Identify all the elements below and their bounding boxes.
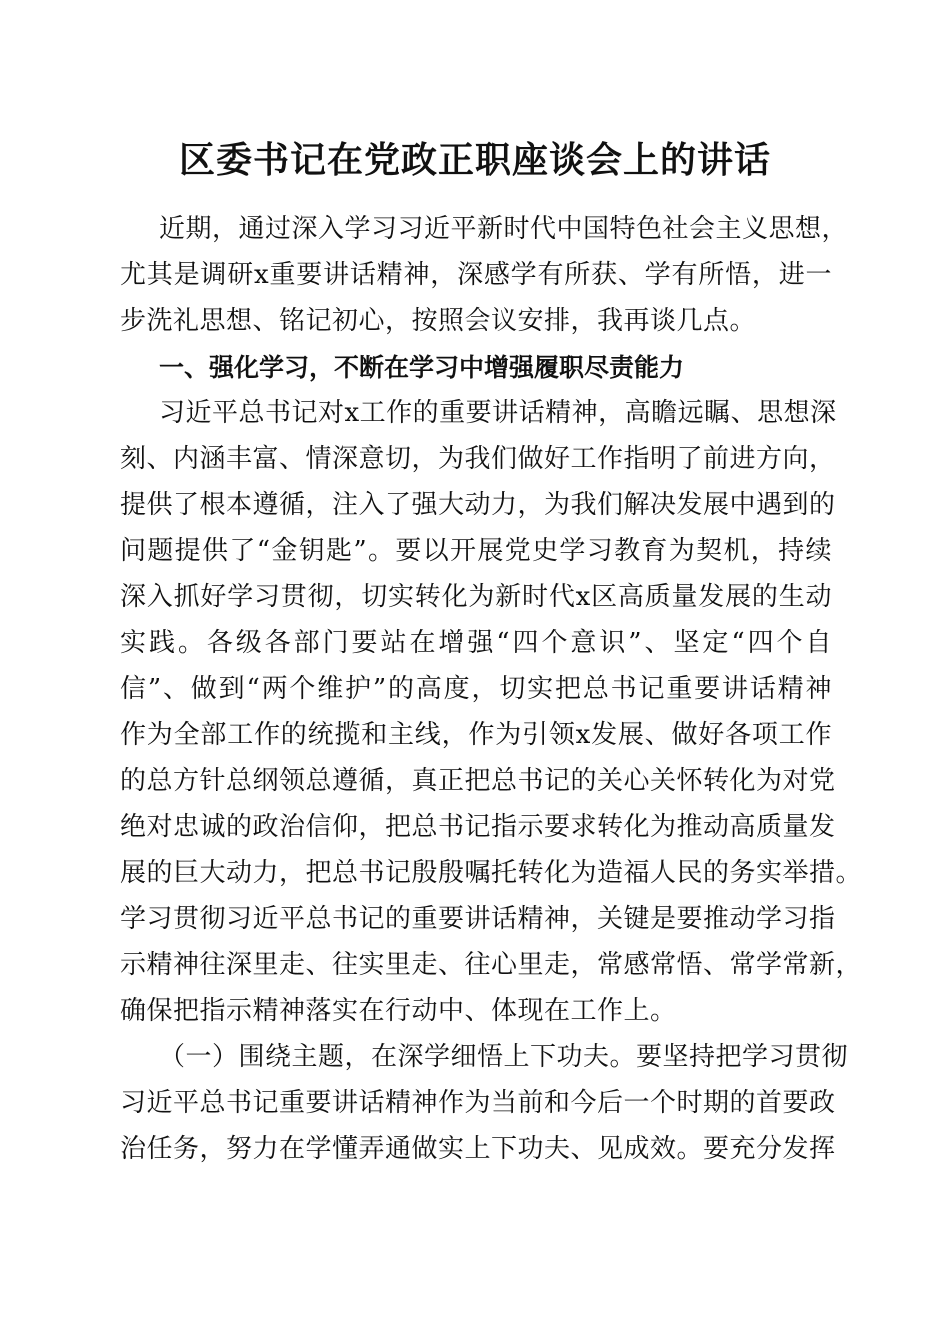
section-1-line-7: 信”、做到“两个维护”的高度，切实把总书记重要讲话精神 — [120, 674, 832, 704]
intro-line-3: 步洗礼思想、铭记初心，按照会议安排，我再谈几点。 — [120, 306, 757, 336]
subsection-1-line-2: 习近平总书记重要讲话精神作为当前和今后一个时期的首要政 — [120, 1088, 836, 1118]
intro-line-2: 尤其是调研x重要讲话精神，深感学有所获、学有所悟，进一 — [120, 260, 832, 290]
section-1-line-5: 深入抓好学习贯彻，切实转化为新时代x区高质量发展的生动 — [120, 582, 832, 612]
section-1-line-12: 学习贯彻习近平总书记的重要讲话精神，关键是要推动学习指 — [120, 904, 836, 934]
section-1-line-8: 作为全部工作的统揽和主线，作为引领x发展、做好各项工作 — [120, 720, 832, 750]
section-1-line-11: 展的巨大动力，把总书记殷殷嘱托转化为造福人民的务实举措。 — [120, 858, 863, 888]
section-1-line-6: 实践。各级各部门要站在增强“四个意识”、坚定“四个自 — [120, 628, 832, 658]
section-1-line-13: 示精神往深里走、往实里走、往心里走，常感常悟、常学常新， — [120, 950, 863, 980]
section-1-line-10: 绝对忠诚的政治信仰，把总书记指示要求转化为推动高质量发 — [120, 812, 836, 842]
section-1-line-14: 确保把指示精神落实在行动中、体现在工作上。 — [120, 996, 677, 1026]
document-title: 区委书记在党政正职座谈会上的讲话 — [178, 139, 771, 181]
section-1-line-4: 问题提供了“金钥匙”。要以开展党史学习教育为契机，持续 — [120, 536, 832, 566]
section-1-line-3: 提供了根本遵循，注入了强大动力，为我们解决发展中遇到的 — [120, 490, 836, 520]
section-1-line-2: 刻、内涵丰富、情深意切，为我们做好工作指明了前进方向， — [120, 444, 836, 474]
section-1-line-9: 的总方针总纲领总遵循，真正把总书记的关心关怀转化为对党 — [120, 766, 836, 796]
subsection-1-line-3: 治任务，努力在学懂弄通做实上下功夫、见成效。要充分发挥 — [120, 1134, 836, 1164]
section-1-heading: 一、强化学习，不断在学习中增强履职尽责能力 — [159, 353, 685, 382]
section-1-line-1: 习近平总书记对x工作的重要讲话精神，高瞻远瞩、思想深 — [159, 398, 837, 428]
intro-line-1: 近期，通过深入学习习近平新时代中国特色社会主义思想， — [159, 214, 849, 244]
subsection-1-line-1: （一）围绕主题，在深学细悟上下功夫。要坚持把学习贯彻 — [159, 1042, 849, 1072]
